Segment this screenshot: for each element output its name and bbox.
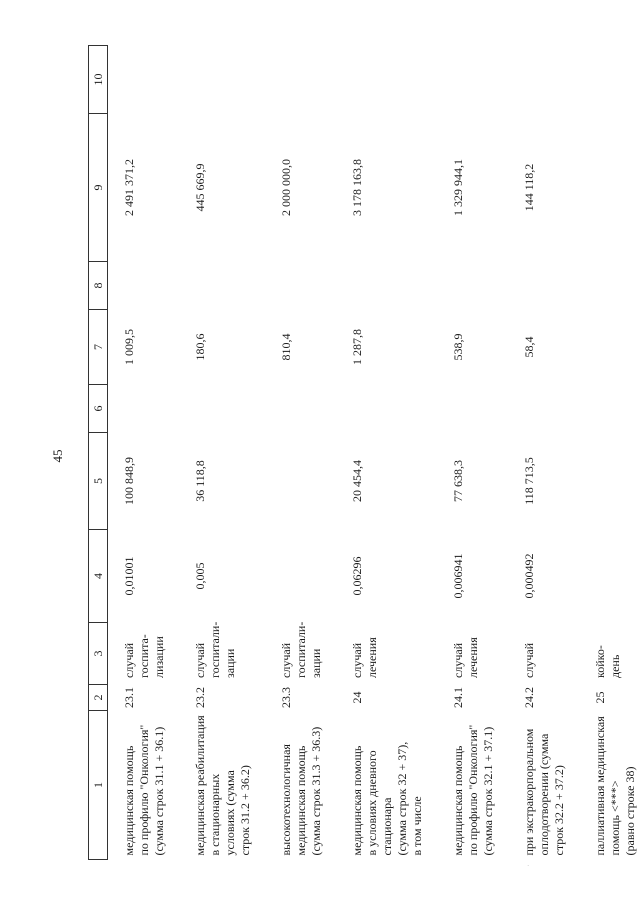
- row-unit-cell: [437, 623, 508, 685]
- table-row: [179, 46, 265, 860]
- row-value-col-7: 58,4: [522, 336, 536, 358]
- table-container: [88, 46, 637, 860]
- row-value-col-6: [508, 385, 579, 433]
- row-value-col-6: [437, 385, 508, 433]
- row-value-col-8: [579, 262, 640, 310]
- row-unit-line: случай: [522, 642, 536, 678]
- row-name-line: (сумма строк 32.1 + 37.1): [481, 726, 495, 856]
- row-value-col-10: [265, 46, 336, 114]
- row-unit-line: койко-день: [593, 645, 622, 678]
- row-unit-line: лизации: [152, 636, 166, 678]
- row-value-col-6: [579, 385, 640, 433]
- row-value-col-8: [265, 262, 336, 310]
- row-code-cell: 24: [350, 691, 364, 704]
- row-value-col-10: [508, 46, 579, 114]
- data-table: [88, 45, 640, 860]
- row-value-col-8: [508, 262, 579, 310]
- row-code-cell: 24.1: [451, 687, 465, 708]
- row-value-col-5: 118 713,5: [522, 457, 536, 505]
- row-value-col-7: 1 287,8: [350, 329, 364, 365]
- row-value-col-5: [265, 433, 336, 530]
- header-cell-col-10: 10: [89, 46, 108, 114]
- row-value-col-7: 538,9: [451, 333, 465, 361]
- row-value-col-7: 810,4: [279, 333, 293, 361]
- row-unit-line: госпита-: [137, 634, 151, 678]
- row-value-col-9: 1 329 944,1: [451, 159, 465, 216]
- row-unit-line: лечения: [365, 637, 379, 678]
- row-unit-line: зации: [309, 648, 323, 678]
- page-number: 45: [50, 449, 65, 463]
- row-unit-cell: [508, 623, 579, 685]
- row-name-cell: [265, 711, 336, 860]
- row-name-line: медицинская помощь: [451, 745, 465, 856]
- table-row: [508, 46, 579, 860]
- header-row: [89, 46, 108, 860]
- row-value-col-8: [108, 262, 180, 310]
- header-cell-col-7: 7: [89, 310, 108, 385]
- row-value-col-4: 0,006941: [451, 553, 465, 599]
- row-unit-line: случай: [122, 642, 136, 678]
- row-value-col-10: [108, 46, 180, 114]
- row-name-cell: [508, 711, 579, 860]
- row-code-cell: 25: [593, 691, 607, 704]
- row-name-line: (равно строке 38): [623, 766, 637, 856]
- row-name-line: медицинская помощь: [122, 745, 136, 856]
- scan-speck: ·: [527, 862, 530, 870]
- header-cell-col-2: 2: [89, 685, 108, 711]
- row-value-col-4: [265, 530, 336, 623]
- row-name-line: строк 31.2 + 36.2): [238, 765, 252, 856]
- row-value-col-7: 180,6: [193, 333, 207, 361]
- header-cell-col-3: 3: [89, 623, 108, 685]
- row-name-cell: [179, 711, 265, 860]
- row-name-line: медицинская реабилитация: [193, 715, 207, 856]
- row-unit-line: госпитали-: [294, 621, 308, 678]
- row-name-line: помощь <***>: [608, 780, 622, 856]
- row-unit-cell: [265, 623, 336, 685]
- row-value-col-9: [579, 114, 640, 262]
- row-code-cell: 24.2: [522, 687, 536, 708]
- row-name-line: строк 32.2 + 37.2): [552, 765, 566, 856]
- row-value-col-9: 2 000 000,0: [279, 159, 293, 216]
- row-value-col-10: [579, 46, 640, 114]
- row-value-col-9: 445 669,9: [193, 163, 207, 212]
- row-unit-cell: [579, 623, 640, 685]
- row-value-col-8: [179, 262, 265, 310]
- row-value-col-7: [579, 310, 640, 385]
- header-cell-col-9: 9: [89, 114, 108, 262]
- row-value-col-9: 144 118,2: [522, 163, 536, 212]
- table-row: [437, 46, 508, 860]
- row-name-line: (сумма строк 31.3 + 36.3): [309, 726, 323, 856]
- row-value-col-5: 36 118,8: [193, 460, 207, 502]
- table-body: [108, 46, 640, 860]
- row-value-col-4: 0,06296: [350, 556, 364, 596]
- row-name-line: медицинская помощь: [350, 745, 364, 856]
- row-value-col-4: 0,005: [193, 562, 207, 590]
- row-name-line: по профилю "Онкология": [137, 724, 151, 856]
- row-value-col-4: 0,01001: [122, 556, 136, 596]
- row-value-col-6: [179, 385, 265, 433]
- row-name-line: в том числе: [410, 796, 424, 856]
- row-unit-cell: [336, 623, 437, 685]
- table-row: [579, 46, 640, 860]
- row-value-col-10: [437, 46, 508, 114]
- row-value-col-6: [336, 385, 437, 433]
- row-name-cell: [437, 711, 508, 860]
- row-name-line: в условиях дневного: [365, 750, 379, 856]
- row-value-col-7: 1 009,5: [122, 329, 136, 365]
- row-unit-line: госпитали-: [208, 621, 222, 678]
- row-unit-line: случай: [279, 642, 293, 678]
- row-name-line: по профилю "Онкология": [466, 724, 480, 856]
- row-unit-line: лечения: [466, 637, 480, 678]
- header-cell-col-8: 8: [89, 262, 108, 310]
- row-name-line: стационара: [380, 797, 394, 856]
- row-code-cell: 23.3: [279, 687, 293, 708]
- row-value-col-9: 2 491 371,2: [122, 159, 136, 216]
- row-unit-line: зации: [223, 648, 237, 678]
- row-value-col-5: 20 454,4: [350, 460, 364, 502]
- row-unit-line: случай: [350, 642, 364, 678]
- row-code-cell: 23.2: [193, 687, 207, 708]
- row-name-cell: [108, 711, 180, 860]
- row-name-cell: [336, 711, 437, 860]
- row-name-line: паллиативная медицинская: [593, 716, 607, 856]
- row-value-col-8: [437, 262, 508, 310]
- row-code-cell: 23.1: [122, 687, 136, 708]
- row-unit-line: случай: [193, 642, 207, 678]
- row-unit-cell: [108, 623, 180, 685]
- row-name-line: (сумма строк 31.1 + 36.1): [152, 726, 166, 856]
- row-name-line: при экстракорпоральном: [522, 728, 536, 856]
- row-name-line: высокотехнологичная: [279, 744, 293, 856]
- row-value-col-5: 100 848,9: [122, 457, 136, 505]
- row-value-col-4: 0,000492: [522, 553, 536, 599]
- row-value-col-8: [336, 262, 437, 310]
- row-value-col-6: [108, 385, 180, 433]
- header-cell-col-4: 4: [89, 530, 108, 623]
- table-row: [336, 46, 437, 860]
- row-value-col-4: [579, 530, 640, 623]
- row-value-col-5: 77 638,3: [451, 460, 465, 502]
- row-name-line: оплодотворении (сумма: [537, 733, 551, 856]
- row-name-cell: [579, 711, 640, 860]
- row-value-col-5: [579, 433, 640, 530]
- row-value-col-10: [336, 46, 437, 114]
- row-value-col-10: [179, 46, 265, 114]
- header-cell-col-5: 5: [89, 433, 108, 530]
- row-value-col-6: [265, 385, 336, 433]
- table-row: [265, 46, 336, 860]
- row-name-line: в стационарных: [208, 773, 222, 856]
- row-name-line: (сумма строк 32 + 37),: [395, 741, 409, 856]
- row-unit-line: случай: [451, 642, 465, 678]
- row-value-col-9: 3 178 163,8: [350, 159, 364, 216]
- row-name-line: медицинская помощь: [294, 745, 308, 856]
- row-name-line: условиях (сумма: [223, 770, 237, 856]
- row-unit-cell: [179, 623, 265, 685]
- header-cell-col-1: 1: [89, 711, 108, 860]
- header-cell-col-6: 6: [89, 385, 108, 433]
- table-row: [108, 46, 180, 860]
